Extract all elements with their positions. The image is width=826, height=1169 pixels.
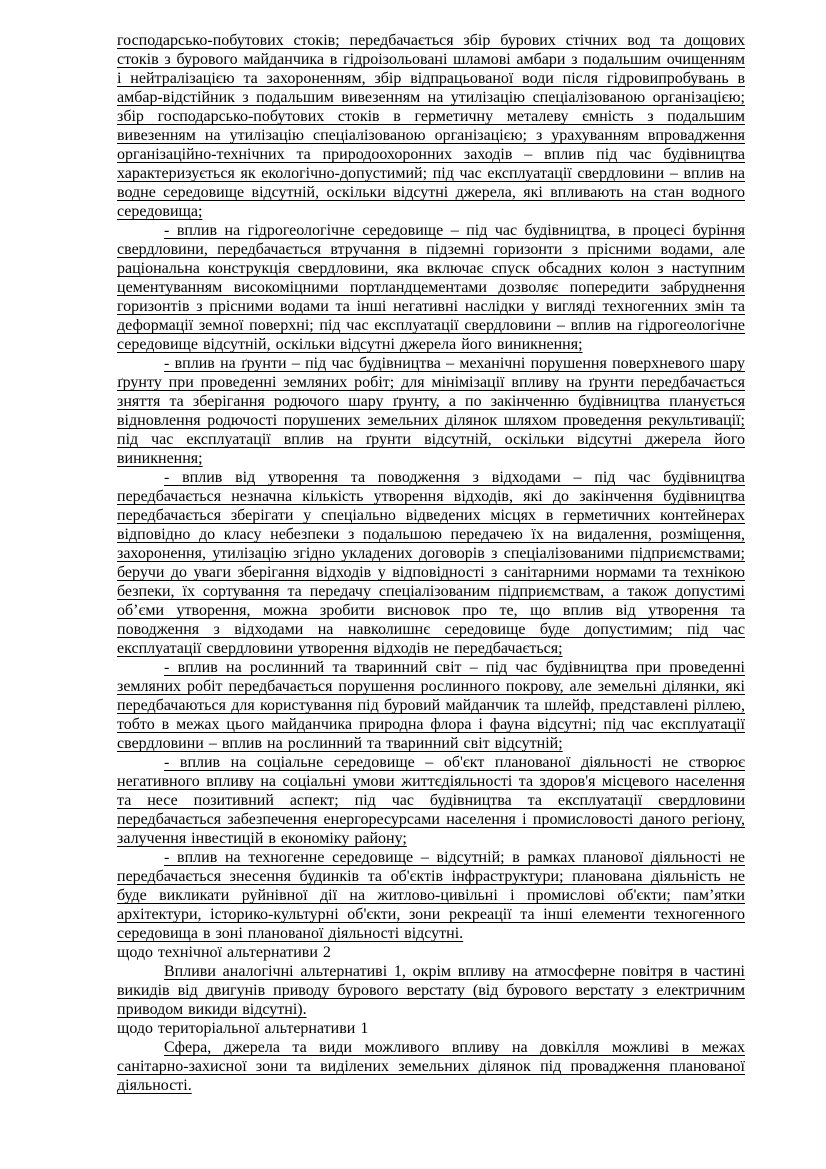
social-impact-paragraph: - вплив на соціальне середовище – об'єкт планованої діяльності не створює негативного впливу на соціальні умови життєдіяльності та здоров'я місцевого населення та несе позитивний аспект; під час будівництва та експлуатації свердловини передбачається забезпечення енергоресурсами населення і промисловості даного регіону, залучення інвестицій в економіку району;	[117, 754, 745, 847]
technical-alternative-2-paragraph: Впливи аналогічні альтернативі 1, окрім впливу на атмосферне повітря в частині викидів від двигунів приводу бурового верстату (від бурового верстату з електричним приводом викиди відсутні).	[117, 963, 745, 1018]
technical-alternative-2-heading: щодо технічної альтернативи 2	[117, 944, 331, 961]
water-impact-continuation-paragraph: господарсько-побутових стоків; передбачається збір бурових стічних вод та дощових стоків з бурового майданчика в гідроізольовані шламові амбари з подальшим очищенням і нейтралізацією та захороненням, збір відпрацьованої води після гідровипробувань в амбар-відстійник з подальшим вивезенням на утилізацію спеціалізованою організацією; збір господарсько-побутових стоків в герметичну металеву ємність з подальшим вивезенням на утилізацію спеціалізованою організацією; з урахуванням впровадження організаційно-технічних та природоохоронних заходів – вплив під час будівництва характеризується як екологічно-допустимий; під час експлуатації свердловини – вплив на водне середовище відсутній, оскільки відсутні джерела, які впливають на стан водного середовища;	[117, 32, 745, 220]
soil-impact-paragraph: - вплив на ґрунти – під час будівництва – механічні порушення поверхневого шару ґрунту при проведенні земляних робіт; для мінімізації впливу на ґрунти передбачається зняття та зберігання родючого шару ґрунту, а по закінченню будівництва планується відновлення родючості порушених земельних ділянок шляхом проведення рекультивації; під час експлуатації вплив на ґрунти відсутній, оскільки відсутні джерела його виникнення;	[117, 355, 745, 467]
hydrogeological-impact-paragraph: - вплив на гідрогеологічне середовище – під час будівництва, в процесі буріння свердловини, передбачається втручання в підземні горизонти з прісними водами, але раціональна конструкція свердловини, яка включає спуск обсадних колон з наступним цементуванням високоміцними портландцементами дозволяє попередити забруднення горизонтів з прісними водами та інші негативні наслідки у вигляді техногенних змін та деформації земної поверхні; під час експлуатації свердловини – вплив на гідрогеологічне середовище відсутній, оскільки відсутні джерела його виникнення;	[117, 222, 745, 353]
waste-impact-paragraph: - вплив від утворення та поводження з відходами – під час будівництва передбачається незначна кількість утворення відходів, які до закінчення будівництва передбачається зберігати у спеціально відведених місцях в герметичних контейнерах відповідно до класу небезпеки з подальшою передачею їх на видалення, розміщення, захоронення, утилізацію згідно укладених договорів з спеціалізованими підприємствами; беручи до уваги зберігання відходів у відповідності з санітарними нормами та технікою безпеки, їх сортування та передачу спеціалізованим підприємствам, а також допустимі об’єми утворення, можна зробити висновок про те, що вплив від утворення та поводження з відходами на навколишнє середовище буде допустимим; під час експлуатації свердловини утворення відходів не передбачається;	[117, 469, 745, 657]
territorial-alternative-1-paragraph: Сфера, джерела та види можливого впливу на довкілля можливі в межах санітарно-захисної зони та виділених земельних ділянок під провадження планованої діяльності.	[117, 1039, 745, 1094]
technogenic-impact-paragraph: - вплив на техногенне середовище – відсутній; в рамках планової діяльності не передбачається знесення будинків та об'єктів інфраструктури; планована діяльність не буде викликати руйнівної дії на житлово-цивільні і промислові об'єкти; пам’ятки архітектури, історико-культурні об'єкти, зони рекреації та інші елементи техногенного середовища в зоні планованої діяльності відсутні.	[117, 849, 745, 942]
flora-fauna-impact-paragraph: - вплив на рослинний та тваринний світ – під час будівництва при проведенні земляних робіт передбачається порушення рослинного покрову, але земельні ділянки, які передбачаються для користування під буровий майданчик та шлейф, представлені ріллею, тобто в межах цього майданчика природна флора і фауна відсутні; під час експлуатації свердловини – вплив на рослинний та тваринний світ відсутній;	[117, 659, 745, 752]
territorial-alternative-1-heading: щодо територіальної альтернативи 1	[117, 1020, 369, 1037]
